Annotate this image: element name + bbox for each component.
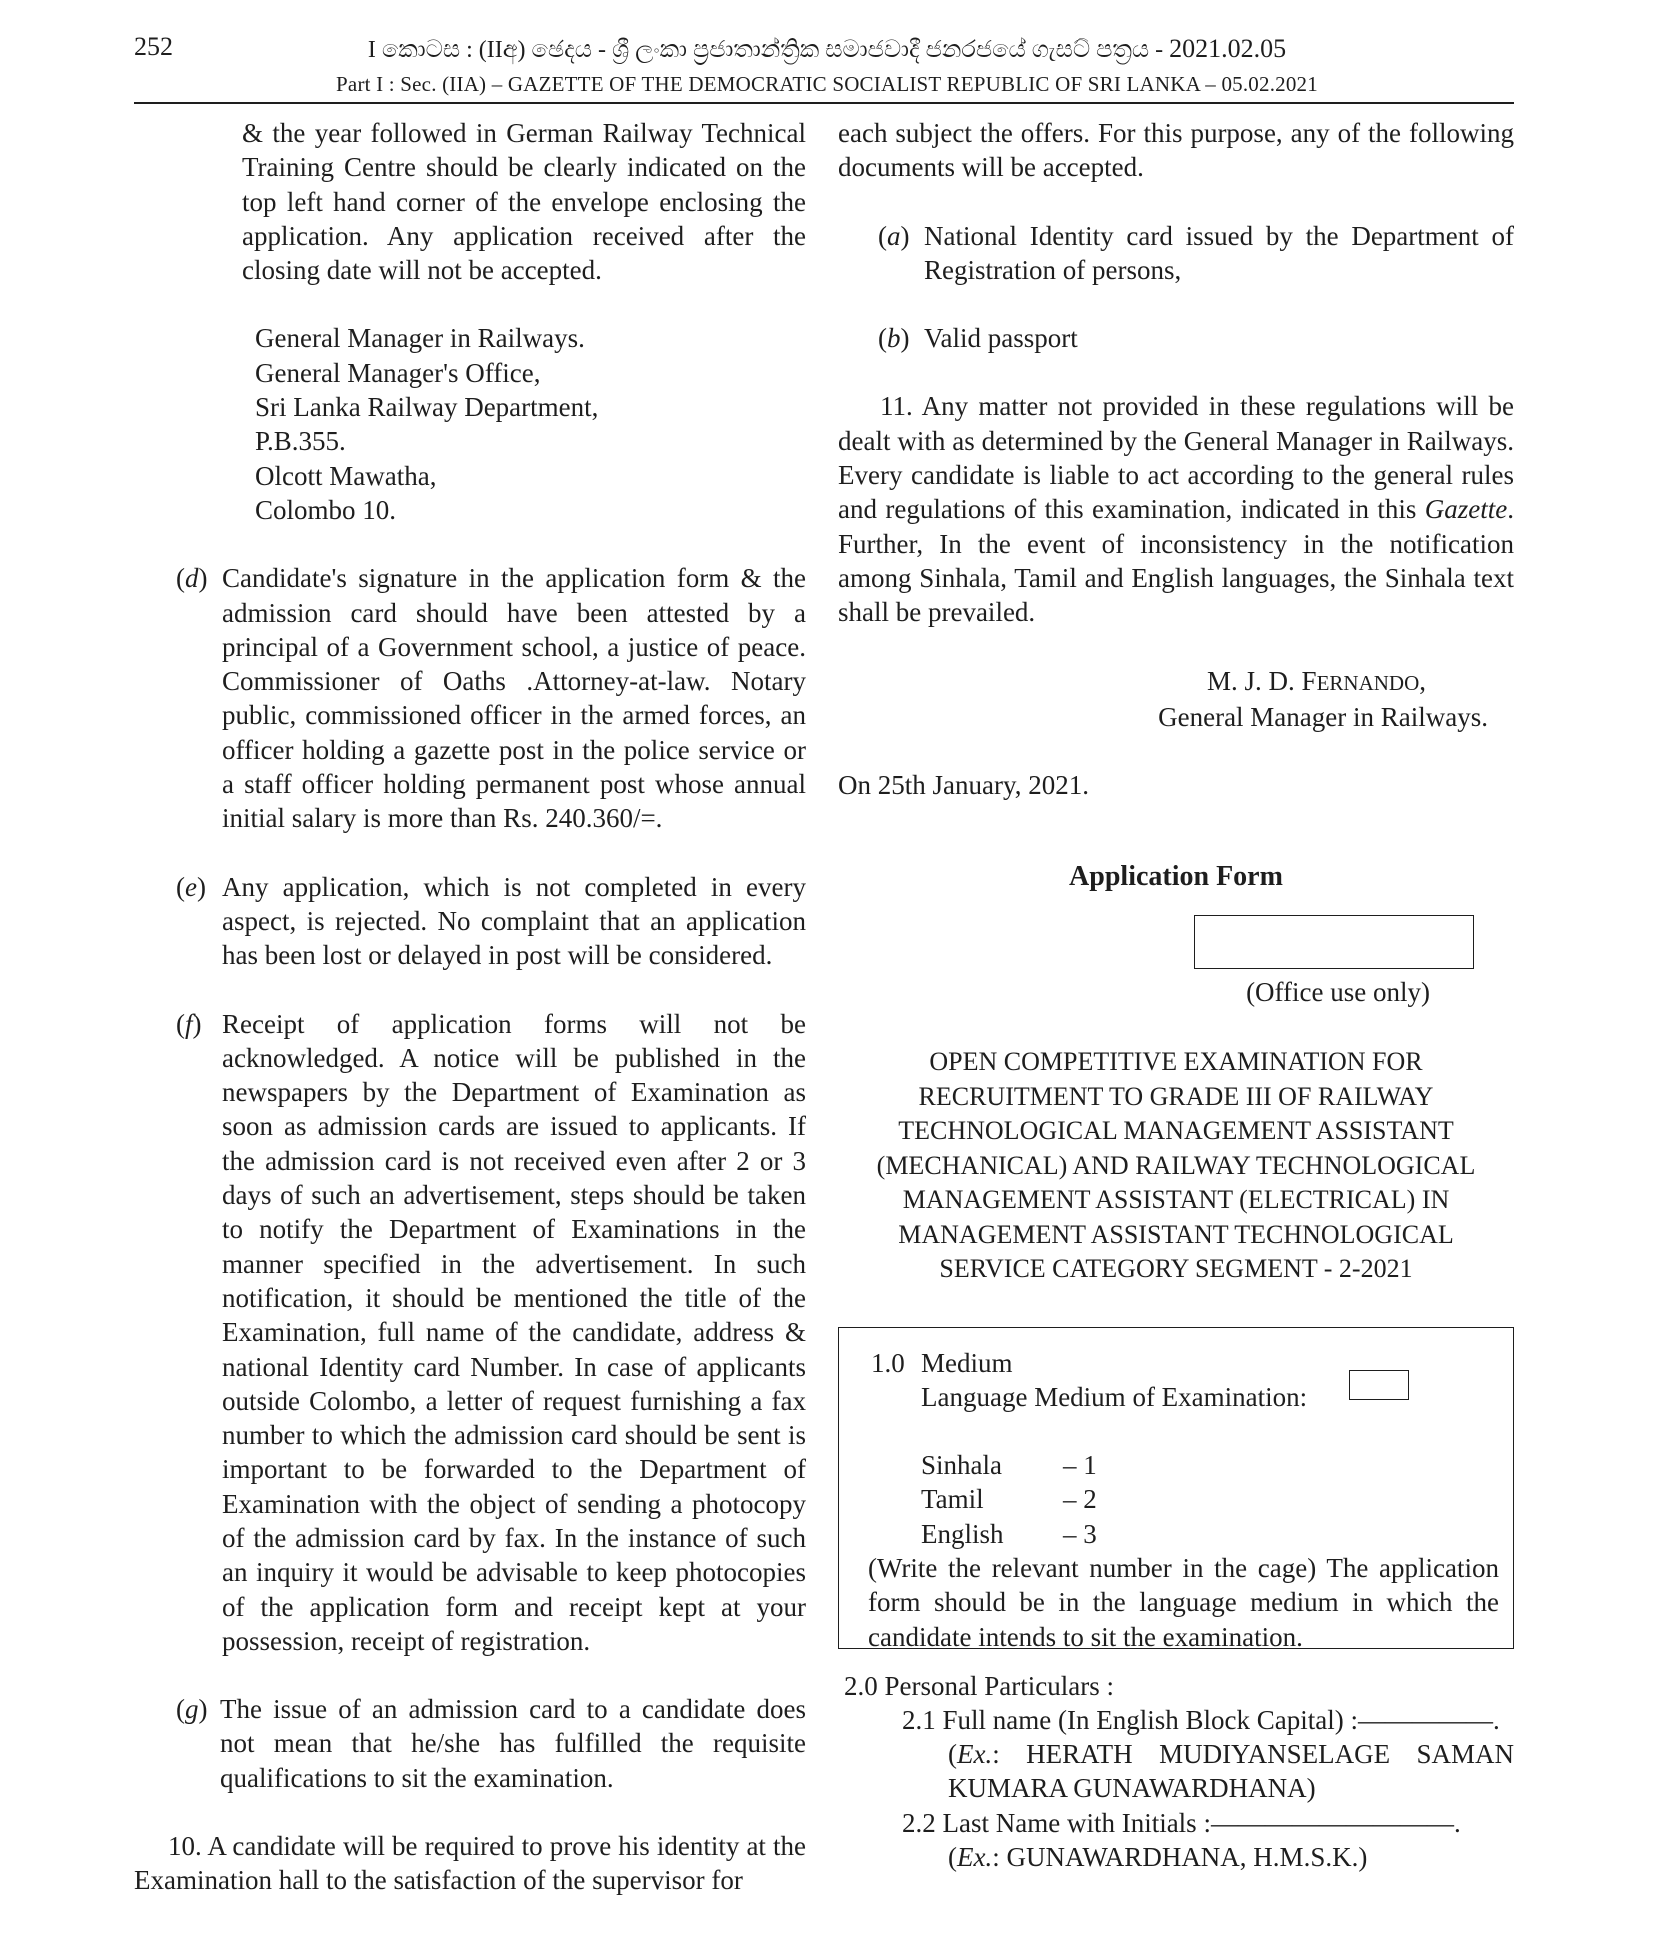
medium-cage-input[interactable] — [1349, 1370, 1409, 1400]
personal-heading: 2.0 Personal Particulars : — [844, 1670, 1114, 1701]
exam-title-line: (MECHANICAL) AND RAILWAY TECHNOLOGICAL — [876, 1150, 1476, 1180]
form-title: Application Form — [1069, 861, 1283, 893]
language-row — [921, 1482, 1499, 1516]
signatory-title: General Manager in Railways. — [1158, 701, 1488, 732]
document-letter: a — [887, 220, 901, 251]
signatory-surname: ERNANDO — [1316, 670, 1420, 695]
right-column — [838, 116, 1514, 1874]
page-number: 252 — [134, 32, 173, 61]
document-b — [878, 321, 1514, 355]
document-text: National Identity card issued by the Department of Registration of persons, — [924, 220, 1514, 285]
language-code: – 1 — [1063, 1450, 1097, 1481]
header-sec-word: Sec. — [400, 72, 437, 96]
address-line: P.B.355. — [255, 426, 346, 457]
medium-number: 1.0 — [871, 1347, 905, 1378]
clause-label: (g) — [176, 1694, 208, 1725]
signatory-name — [838, 664, 1488, 700]
signature-block — [838, 664, 1514, 735]
exam-title-line: SERVICE CATEGORY SEGMENT - 2-2021 — [939, 1254, 1413, 1284]
clause-letter: f — [185, 1008, 193, 1039]
gazette-word: Gazette — [1424, 494, 1508, 525]
english-header — [0, 67, 1654, 101]
clause-text: The issue of an admission card to a candidate does not mean that he/she has fulfilled the requisite qualifications to sit the examination. — [220, 1694, 806, 1793]
medium-box — [838, 1327, 1514, 1652]
clause-letter: e — [185, 871, 197, 902]
header-english-text: (IIA) – GAZETTE OF THE DEMOCRATIC SOCIALIST REPUBLIC OF SRI LANKA – 05.02.2021 — [442, 72, 1318, 96]
header-rule — [134, 102, 1514, 104]
office-use-label: (Office use only) — [1246, 976, 1430, 1007]
example-prefix: Ex. — [957, 1739, 993, 1770]
last-name-example: (Ex.: GUNAWARDHANA, H.M.S.K.) — [948, 1842, 1368, 1873]
header-part-word: Part — [336, 72, 371, 96]
exam-title-line: OPEN COMPETITIVE EXAMINATION FOR — [929, 1047, 1423, 1077]
last-name-field[interactable]: 2.2 Last Name with Initials :—————————. — [902, 1807, 1461, 1838]
address-line: Olcott Mawatha, — [255, 460, 437, 491]
clause-label: (f) — [176, 1008, 202, 1039]
medium-note: (Write the relevant number in the cage) The application form should be in the language medium in which the candidate intends to sit the examination. — [868, 1553, 1499, 1652]
paragraph-11-part-b: . Further, In the event of inconsistency in the notification among Sinhala, Tamil and English languages, the Sinhala text shall be prevailed. — [838, 494, 1514, 628]
signatory-initials: M. J. D. F — [1207, 665, 1317, 696]
paragraph-11-part-a: 11. Any matter not provided in these regulations will be dealt with as determined by the General Manager in Railways. Every candidate is liable to act according to the general rules and regulations of this examination, indicated in this — [838, 391, 1514, 525]
document-a — [878, 219, 1514, 288]
intro-paragraph: & the year followed in German Railway Technical Training Centre should be clearly indicated on the top left hand corner of the envelope enclosing the application. Any application received after the closing date will not be accepted. — [242, 118, 806, 286]
exam-title — [838, 1045, 1514, 1287]
language-row — [921, 1448, 1499, 1482]
address-line: General Manager's Office, — [255, 357, 541, 388]
sinhala-header — [0, 32, 1654, 67]
office-use-box[interactable] — [1194, 915, 1474, 969]
clause-text: Any application, which is not completed in every aspect, is rejected. No complaint that an application has been lost or delayed in post will be considered. — [222, 871, 806, 971]
clause-e — [176, 870, 806, 973]
exam-title-line: RECRUITMENT TO GRADE III OF RAILWAY — [918, 1081, 1434, 1111]
full-name-field[interactable]: 2.1 Full name (In English Block Capital) :—————. — [902, 1704, 1500, 1735]
document-label: (a) — [878, 220, 910, 251]
clause-text: Candidate's signature in the application form & the admission card should have been attested by a principal of a Government school, a justice of peace. Commissioner of Oaths .Attorney-at-law. Notary public, commissioned officer in the armed forces, an officer holding a gazette post in the police service or a staff officer holding permanent post whose annual initial salary is more than Rs. 240.360/=. — [222, 563, 806, 834]
address-line: Sri Lanka Railway Department, — [255, 392, 599, 423]
personal-particulars — [844, 1669, 1514, 1875]
signatory-comma: , — [1419, 665, 1426, 696]
example-prefix: Ex. — [957, 1842, 993, 1873]
address-line: General Manager in Railways. — [255, 323, 585, 354]
language-row — [921, 1517, 1499, 1551]
clause-label: (e) — [176, 871, 206, 902]
clause-d — [176, 561, 806, 835]
language-code: – 2 — [1063, 1484, 1097, 1515]
document-text: Valid passport — [924, 323, 1078, 354]
clause-letter: g — [185, 1694, 199, 1725]
example-text: : GUNAWARDHANA, H.M.S.K.) — [992, 1842, 1368, 1873]
right-intro-paragraph: each subject the offers. For this purpose, any of the following documents will be accepted. — [838, 118, 1514, 183]
sinhala-header-date: 2021.02.05 — [1169, 34, 1287, 63]
exam-title-line: TECHNOLOGICAL MANAGEMENT ASSISTANT — [898, 1116, 1454, 1146]
language-code: – 3 — [1063, 1518, 1097, 1549]
clause-text: Receipt of application forms will not be acknowledged. A notice will be published in the newspapers by the Department of Examination as soon as admission cards are issued to applicants. If the admission card is not received even after 2 or 3 days of such an advertisement, steps should be taken to notify the Department of Examinations in the manner specified in the advertisement. In such notification, it should be mentioned the title of the Examination, full name of the candidate, address & national Identity card Number. In case of applicants outside Colombo, a letter of request furnishing a fax number to which the admission card should be sent is important to be forwarded to the Department of Examination with the object of sending a photocopy of the admission card by fax. In the instance of such an inquiry it would be advisable to keep photocopies of the application form and receipt kept at your possession, receipt of registration. — [222, 1008, 806, 1656]
paragraph-11 — [838, 389, 1514, 629]
medium-heading: Medium — [921, 1347, 1013, 1378]
medium-question: Language Medium of Examination: — [921, 1381, 1308, 1412]
example-text: : HERATH MUDIYANSELAGE SAMAN KUMARA GUNAWARDHANA) — [948, 1739, 1514, 1804]
clause-letter: d — [185, 563, 199, 594]
exam-title-line: MANAGEMENT ASSISTANT TECHNOLOGICAL — [898, 1219, 1454, 1249]
language-name: Tamil — [921, 1484, 984, 1515]
language-list — [921, 1448, 1499, 1551]
left-column — [134, 116, 806, 1898]
language-name: Sinhala — [921, 1450, 1002, 1481]
language-name: English — [921, 1518, 1004, 1549]
address-block — [255, 321, 806, 527]
document-label: (b) — [878, 323, 910, 354]
address-line: Colombo 10. — [255, 494, 397, 525]
paragraph-10: 10. A candidate will be required to prove his identity at the Examination hall to the satisfaction of the supervisor for — [134, 1831, 806, 1896]
header-part-num: I : — [376, 72, 395, 96]
document-letter: b — [887, 323, 901, 354]
exam-title-line: MANAGEMENT ASSISTANT (ELECTRICAL) IN — [902, 1185, 1450, 1215]
clause-label: (d) — [176, 563, 208, 594]
clause-f — [176, 1007, 806, 1659]
clause-g — [176, 1692, 806, 1795]
full-name-example: (Ex.: HERATH MUDIYANSELAGE SAMAN KUMARA GUNAWARDHANA) — [948, 1739, 1514, 1804]
date-line: On 25th January, 2021. — [838, 770, 1089, 801]
sinhala-header-text: I කොටස : (IIඅ) ඡෙදය - ශ්‍රී ලංකා ප්‍රජාතාන්ත්‍රික සමාජවාදී ජනරජයේ ගැසට් පත්‍රය - — [367, 37, 1170, 63]
